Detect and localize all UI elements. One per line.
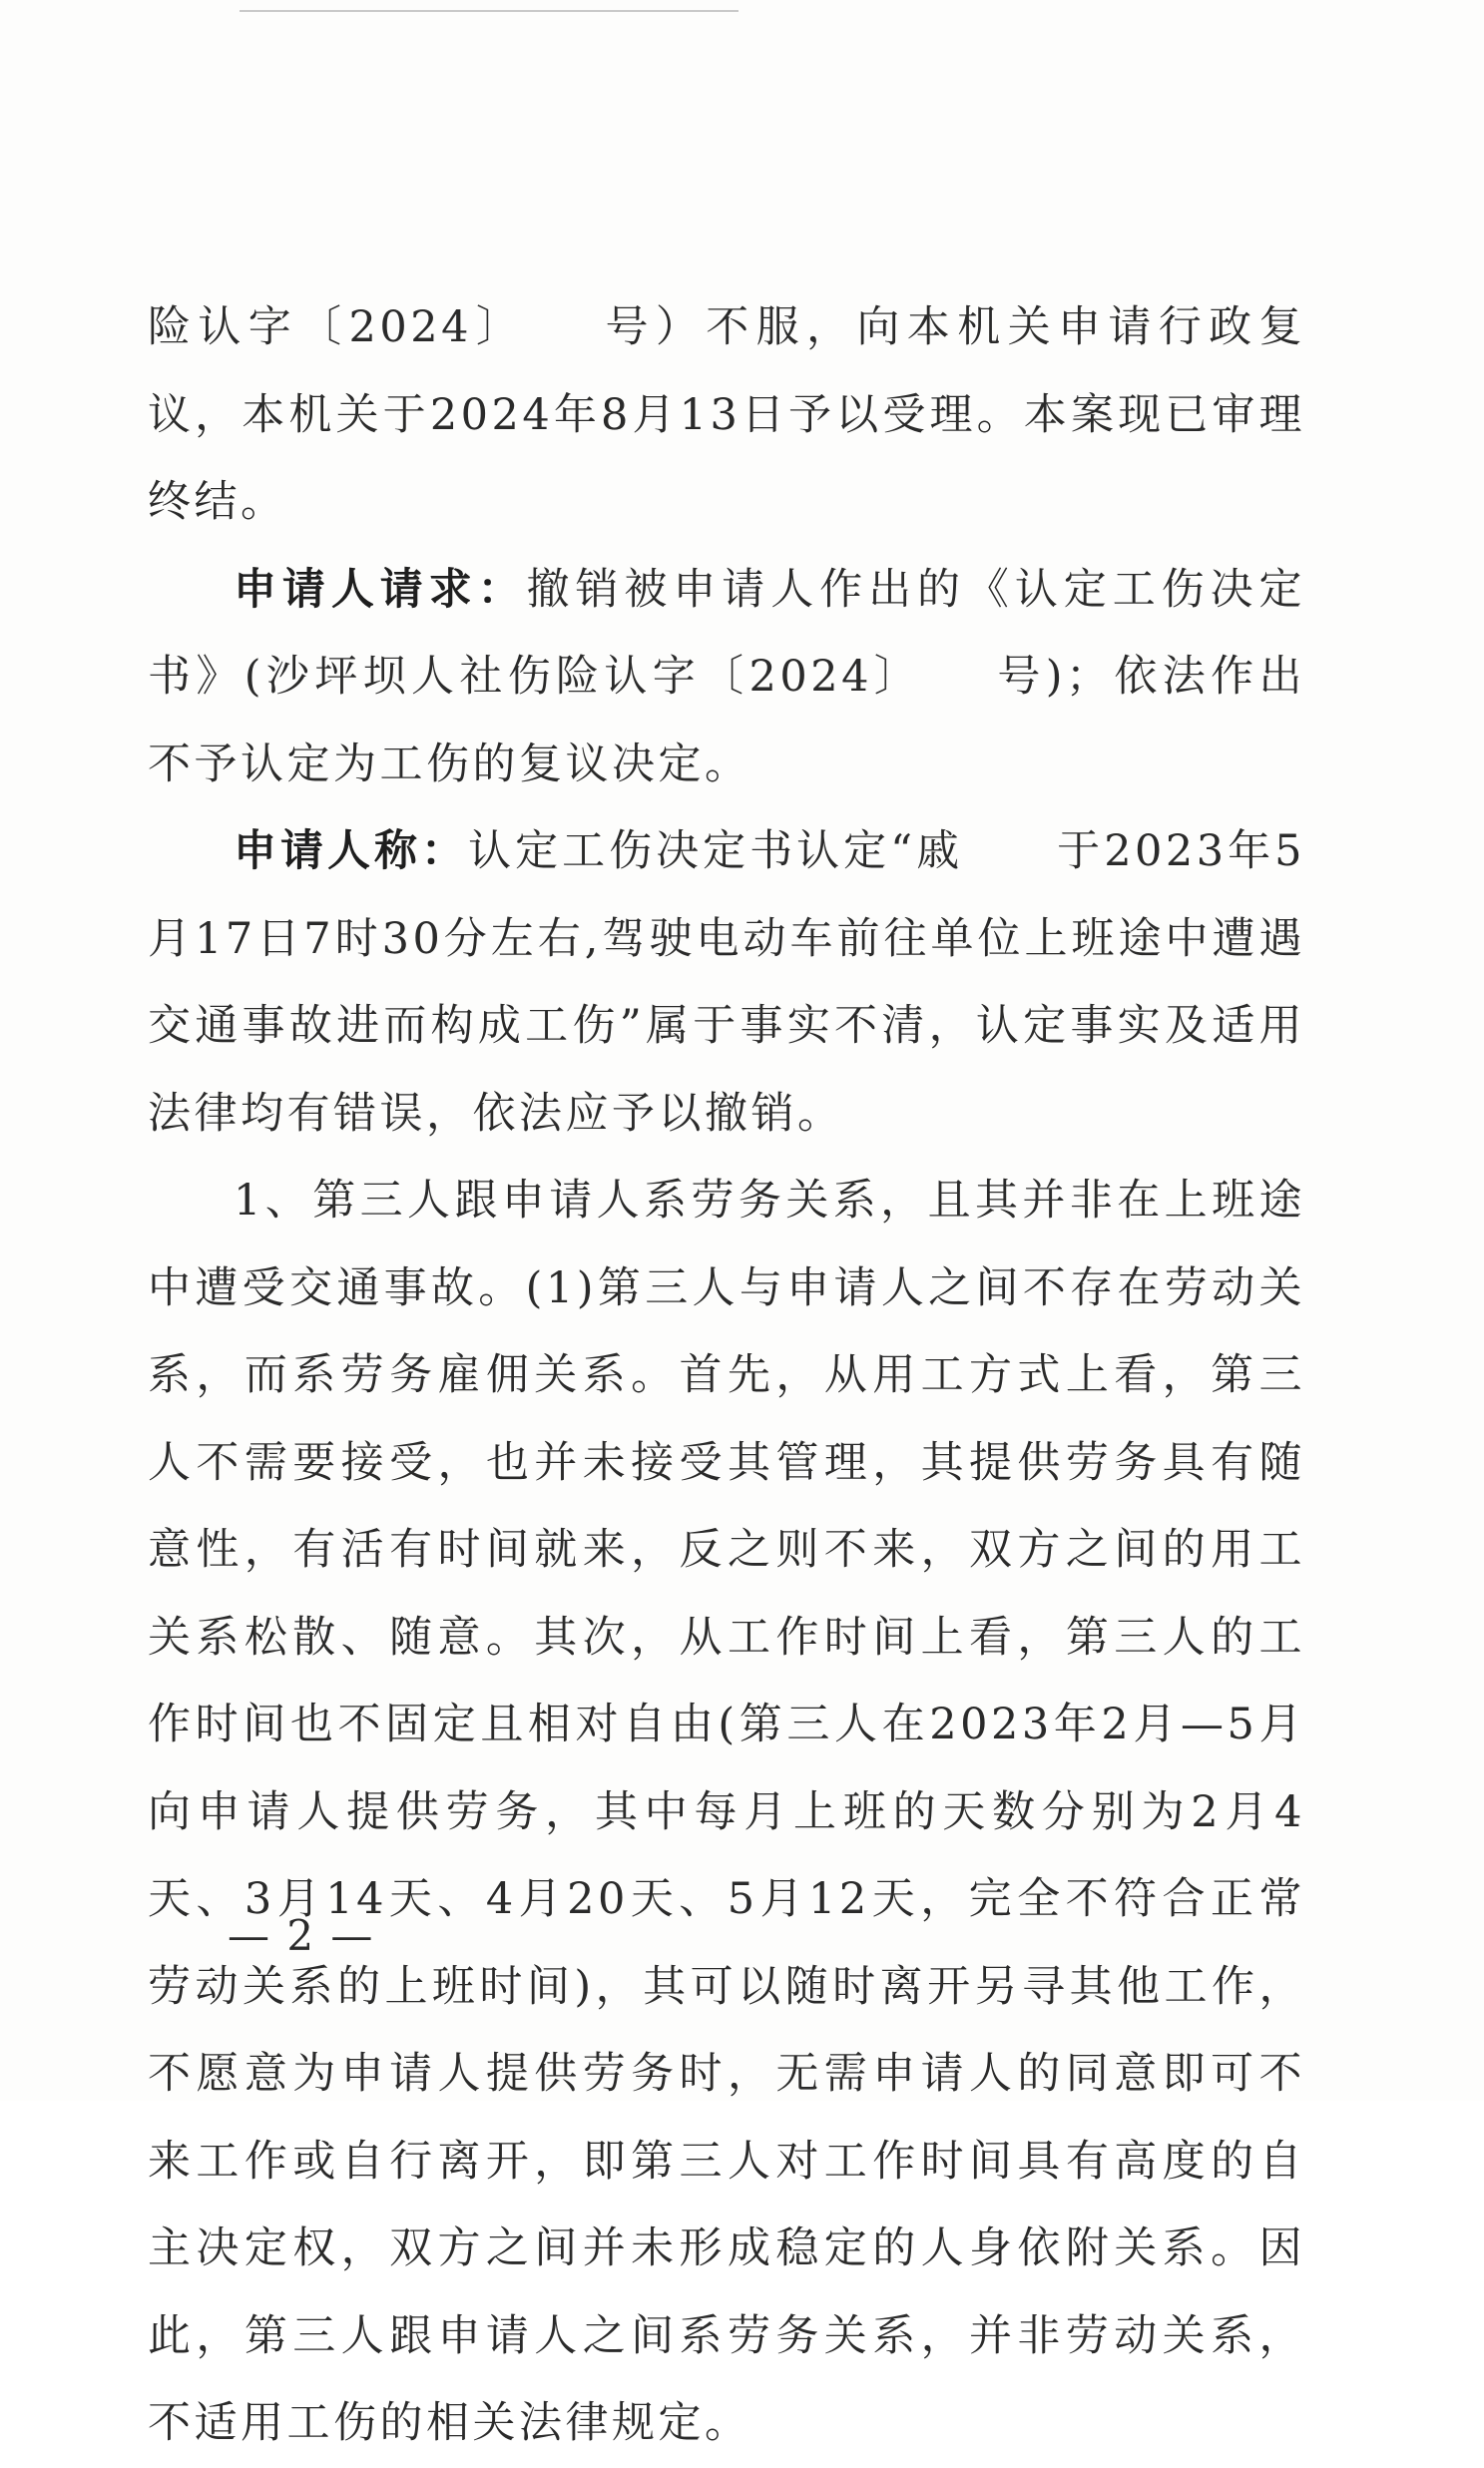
paragraph-applicant-statement bbox=[148, 808, 1305, 1158]
paragraph-applicant-request bbox=[148, 547, 1305, 809]
paragraph-intro bbox=[148, 284, 1305, 547]
paragraph-intro-text: 险认字〔2024〕 号）不服，向本机关申请行政复议，本机关于2024年8月13日予以受理。本案现已审理终结。 bbox=[148, 302, 1305, 527]
applicant-statement-text: 认定工伤决定书认定“戚 于2023年5月17日7时30分左右,驾驶电动车前往单位上班途中遭遇交通事故进而构成工伤”属于事实不清，认定事实及适用法律均有错误，依法应予以撤销。 bbox=[148, 826, 1306, 1139]
paragraph-point-1 bbox=[148, 1158, 1305, 2468]
scan-edge-line bbox=[240, 10, 739, 12]
point-1-text: 1、第三人跟申请人系劳务关系，且其并非在上班途中遭受交通事故。(1)第三人与申请人之间不存在劳动关系，而系劳务雇佣关系。首先，从用工方式上看，第三人不需要接受，也并未接受其管理，其提供劳务具有随意性，有活有时间就来，反之则不来，双方之间的用工关系松散、随意。其次，从工作时间上看，第三人的工作时间也不固定且相对自由(第三人在2023年2月—5月向申请人提供劳务，其中每月上班的天数分别为2月4天、3月14天、4月20天、5月12天，完全不符合正常劳动关系的上班时间)，其可以随时离开另寻其他工作，不愿意为申请人提供劳务时，无需申请人的同意即可不来工作或自行离开，即第三人对工作时间具有高度的自主决定权，双方之间并未形成稳定的人身依附关系。因此，第三人跟申请人之间系劳务关系，并非劳动关系，不适用工伤的相关法律规定。 bbox=[148, 1176, 1305, 2448]
page-number: — 2 — bbox=[228, 1911, 375, 1960]
applicant-request-text: 撤销被申请人作出的《认定工伤决定书》(沙坪坝人社伤险认字〔2024〕 号)；依法作出不予认定为工伤的复议决定。 bbox=[148, 564, 1306, 789]
document-body bbox=[148, 284, 1305, 2468]
applicant-request-label: 申请人请求： bbox=[234, 564, 527, 615]
applicant-statement-label: 申请人称： bbox=[234, 826, 469, 876]
